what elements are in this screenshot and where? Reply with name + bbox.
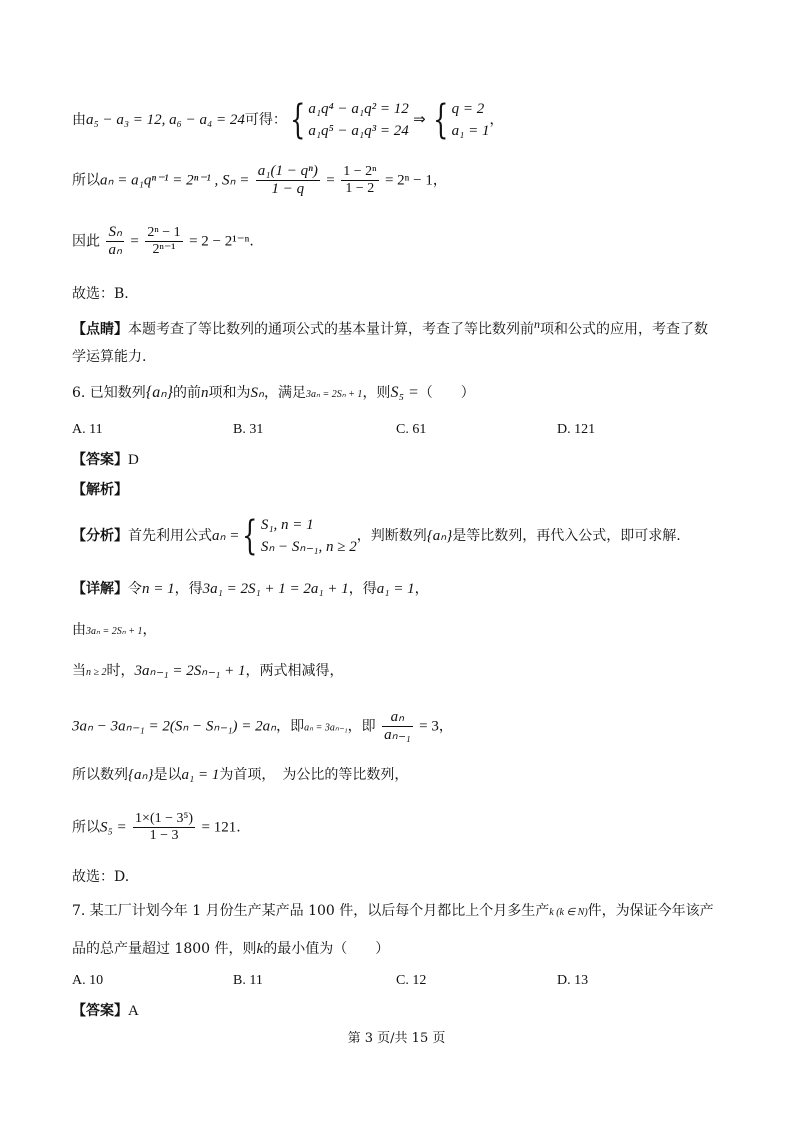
- punct: .: [249, 233, 254, 250]
- formula: S₅ =: [100, 819, 127, 836]
- text: 本题考查了等比数列的通项公式的基本量计算，考查了等比数列前: [128, 321, 534, 338]
- text: ，则: [362, 385, 391, 401]
- fraction: $\frac{\text{a₁(1 − qⁿ)}}{1 - q}$: [257, 163, 318, 197]
- var: n: [534, 317, 540, 331]
- text: 的最小值为（ ）: [263, 941, 390, 957]
- formula: n = 1: [142, 581, 175, 597]
- punct: ，: [432, 172, 447, 189]
- text: 项和公式的应用，考查了数: [540, 321, 708, 338]
- formula: 3aₙ − 3aₙ₋₁ = 2(Sₙ − Sₙ₋₁) = 2aₙ: [72, 718, 277, 735]
- text: 所以: [72, 172, 100, 189]
- q7-option-a: A. 10: [72, 973, 104, 988]
- formula: aₙ =: [212, 528, 240, 544]
- text: 时，: [106, 663, 135, 679]
- var: k: [256, 941, 264, 957]
- text: ，即: [276, 718, 305, 735]
- answer-value: D: [128, 452, 139, 468]
- text: 首先利用公式: [128, 528, 212, 544]
- detail-line-5: [72, 768, 408, 783]
- text: 项和为: [208, 385, 251, 401]
- equals: =: [326, 172, 335, 189]
- text: 件，为保证今年该产: [587, 903, 714, 919]
- question-7-line-2: [72, 942, 389, 957]
- text: ，两式相减得，: [245, 663, 344, 679]
- text: ，满足: [263, 385, 306, 401]
- question-6: [72, 385, 475, 401]
- equals: =: [130, 233, 139, 250]
- fraction: $\frac{\text{Sₙ}}{\text{aₙ}}$: [108, 224, 122, 258]
- left-brace-icon: {: [433, 97, 449, 143]
- formula: Sₙ: [250, 385, 264, 401]
- text: 可得：: [244, 112, 287, 128]
- q6-option-d: D. 121: [557, 422, 596, 437]
- text: ，得: [174, 581, 203, 597]
- formula: S₅ =: [390, 384, 419, 401]
- q7-option-b: B. 11: [233, 973, 263, 988]
- text: 因此: [72, 233, 100, 250]
- answer-value: A: [128, 1003, 139, 1019]
- text: 是以: [153, 767, 182, 783]
- choose-d-line: 故选：D.: [72, 869, 130, 885]
- text: 6. 已知数列: [72, 385, 146, 401]
- formula: = 121: [201, 819, 237, 836]
- text: ，: [414, 581, 429, 597]
- formula: k (k ∈ N): [549, 907, 588, 918]
- analysis-tag: 【解析】: [72, 482, 128, 498]
- left-brace-icon: {: [242, 513, 258, 559]
- formula: 3aₙ₋₁ = 2Sₙ₋₁ + 1: [134, 663, 246, 679]
- text: 由: [72, 622, 86, 638]
- question-7-line-1: [72, 904, 714, 918]
- formula: 3aₙ = 2Sₙ + 1: [305, 389, 363, 400]
- text: ，判断数列: [356, 528, 427, 544]
- text: .: [236, 819, 241, 836]
- text: ，: [438, 718, 453, 735]
- analysis-line: [72, 514, 681, 558]
- text: ，得: [348, 581, 377, 597]
- punct: ，: [489, 112, 504, 128]
- detail-line-1: [72, 582, 429, 597]
- formula: {aₙ}: [128, 767, 154, 783]
- formula: = 2ⁿ − 1: [384, 172, 433, 189]
- text: 7. 某工厂计划今年 1 月份生产某产品 100 件，以后每个月都比上个月多生产: [72, 903, 550, 919]
- text: 令: [128, 581, 142, 597]
- text: 当: [72, 663, 86, 679]
- fraction: $\frac{\text{2ⁿ − 1}}{\text{2ⁿ⁻¹}}$: [147, 225, 181, 257]
- left-brace-icon: {: [289, 97, 306, 143]
- solution-system: q = 2 a₁ = 1: [451, 101, 490, 139]
- detail-line-6: [72, 812, 241, 843]
- implies-symbol: ⇒: [413, 112, 426, 128]
- piecewise-system: S₁, n = 1 Sₙ − Sₙ₋₁, n ≥ 2: [260, 517, 357, 555]
- equation-system: a₁q⁴ − a₁q² = 12 a₁q⁵ − a₁q³ = 24: [308, 101, 409, 139]
- q6-option-c: C. 61: [396, 422, 427, 437]
- q6-option-b: B. 31: [233, 422, 264, 437]
- formula: = 3: [419, 718, 439, 735]
- formula: {aₙ}: [145, 384, 173, 401]
- answer-tag: 【答案】: [72, 452, 128, 468]
- text: 品的总产量超过 1800 件，则: [72, 941, 257, 957]
- text: （ ）: [418, 385, 475, 401]
- text: ，: [142, 622, 157, 638]
- choose-b-line: 故选：B.: [72, 286, 129, 302]
- q6-option-a: A. 11: [72, 422, 103, 437]
- q7-option-d: D. 13: [557, 973, 589, 988]
- text: 为首项， 为公比的等比数列，: [219, 767, 409, 783]
- fraction: $\frac{\text{aₙ}}{\text{aₙ₋₁}}$: [384, 709, 411, 743]
- text: 的前: [172, 385, 201, 401]
- formula: a₅ − a₃ = 12, a₆ − a₄ = 24: [86, 112, 245, 128]
- comment-tag: 【点睛】: [72, 321, 128, 338]
- detail-tag: 【详解】: [72, 581, 128, 597]
- formula: {aₙ}: [426, 528, 453, 544]
- comment-line-1: [72, 318, 708, 337]
- fraction: $\frac{\text{1×(1 − 3⁵)}}{1 - 3}$: [135, 811, 194, 843]
- formula: aₙ = 3aₙ₋₁: [304, 722, 348, 734]
- q7-option-c: C. 12: [396, 973, 427, 988]
- text: 是等比数列，再代入公式，即可求解.: [452, 528, 681, 544]
- text: 所以数列: [72, 767, 128, 783]
- detail-line-2: [72, 623, 156, 637]
- derivation-line-3: [72, 225, 254, 258]
- answer-tag: 【答案】: [72, 1003, 128, 1019]
- text: 所以: [72, 819, 100, 836]
- text: ，即: [347, 718, 376, 735]
- formula: a₁ = 1: [376, 581, 415, 597]
- detail-line-3: [72, 664, 343, 679]
- formula: n ≥ 2: [86, 667, 107, 678]
- formula: 3a₁ = 2S₁ + 1 = 2a₁ + 1: [202, 581, 349, 597]
- derivation-line-2: [72, 164, 447, 197]
- formula: a₁ = 1: [181, 767, 220, 783]
- answer-7: [72, 1004, 139, 1019]
- detail-line-4: [72, 710, 453, 743]
- fraction: $\frac{\text{1 − 2ⁿ}}{1 - 2}$: [343, 164, 377, 196]
- formula: = 2 − 2¹⁻ⁿ: [189, 233, 250, 250]
- formula: aₙ = a₁qⁿ⁻¹ = 2ⁿ⁻¹ , Sₙ =: [100, 172, 250, 189]
- text: 由: [72, 112, 86, 128]
- var: n: [200, 385, 209, 401]
- derivation-line-1: [72, 98, 503, 142]
- answer-6: [72, 453, 139, 468]
- analysis-label: 【分析】: [72, 528, 128, 544]
- formula: 3aₙ = 2Sₙ + 1: [86, 626, 143, 637]
- page-footer: 第 3 页/共 15 页: [347, 1031, 446, 1046]
- comment-line-2: 学运算能力.: [72, 349, 147, 365]
